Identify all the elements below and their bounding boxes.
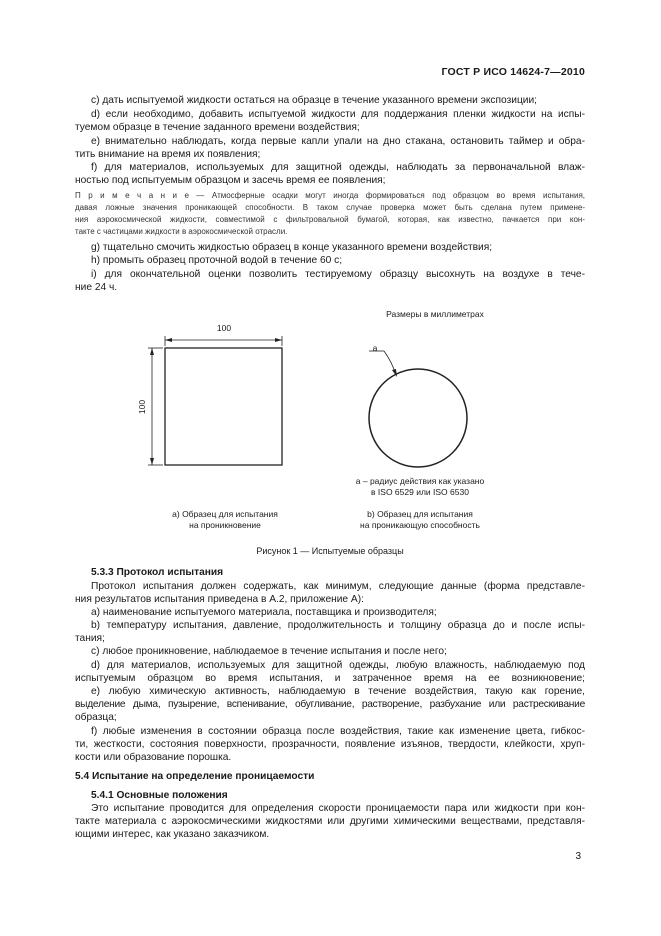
note-line: П р и м е ч а н и е — Атмосферные осадки могут иногда формироваться под образцом во время испытания,: [75, 191, 585, 200]
list-item-cont: туемом образце в течение заданного времени воздействия;: [75, 122, 360, 133]
caption-a-line2: на проникновение: [189, 520, 261, 530]
list-item: c) дать испытуемой жидкости остаться на образце в течение указанного времени экспозиции;: [91, 95, 537, 106]
square-specimen: [165, 348, 282, 465]
list-item: f) для материалов, используемых для защитной одежды, наблюдать за первоначальной влаж-: [91, 162, 585, 173]
paragraph-line: ния результатов испытания приведена в А.2, приложение А):: [75, 594, 364, 605]
circle-specimen: [369, 369, 467, 467]
note-line: такте с частицами жидкости в аэрокосмической отрасли.: [75, 227, 288, 236]
list-item: i) для окончательной оценки позволить тестируемому образцу высохнуть на воздухе в тече-: [91, 269, 585, 280]
circle-label: a: [372, 343, 378, 353]
paragraph-line: Это испытание проводится для определения скорости проницаемости пара или жидкости при кон-: [91, 803, 585, 814]
legend-a-line2: в ISO 6529 или ISO 6530: [371, 487, 469, 497]
height-dimension-label: 100: [137, 399, 147, 415]
list-item: a) наименование испытуемого материала, поставщика и производителя;: [91, 607, 437, 618]
list-item: b) температуру испытания, давление, продолжительность и толщину образца до и после испы-: [91, 620, 585, 631]
list-item: c) любое проникновение, наблюдаемое в течение испытания и после него;: [91, 646, 447, 657]
section-heading: 5.4 Испытание на определение проницаемости: [75, 771, 315, 782]
subsection-heading: 5.4.1 Основные положения: [91, 790, 228, 801]
caption-b-line2: на проникающую способность: [360, 520, 480, 530]
section-heading: 5.3.3 Протокол испытания: [91, 567, 224, 578]
list-item-cont: ностью под испытуемым образцом и засечь время ее появления;: [75, 175, 386, 186]
caption-a-line1: a) Образец для испытания: [172, 509, 278, 519]
dimensions-note: Размеры в миллиметрах: [386, 309, 484, 319]
paragraph-line: ющими интерес, как указано заказчиком.: [75, 829, 270, 840]
list-item: f) любые изменения в состоянии образца после воздействия, такие как изменение цвета, гибкос-: [91, 726, 585, 737]
list-item-cont: кости или образование порошка.: [75, 752, 232, 763]
note-line: давая ложные значения проникающей способности. В таком случае проверка может быть сделана путем примене-: [75, 203, 585, 212]
list-item-cont: тания;: [75, 633, 105, 644]
list-item: d) для материалов, используемых для защитной одежды, любую влажность, наблюдаемую под: [91, 660, 585, 671]
paragraph-line: Протокол испытания должен содержать, как минимум, следующие данные (форма представле-: [91, 581, 585, 592]
width-dimension-label: 100: [216, 323, 232, 333]
list-item-cont: ти, жесткости, состояния поверхности, прозрачности, появление изъянов, твердости, клейкости, хруп-: [75, 739, 585, 750]
paragraph-line: такте материала с аэрокосмическими жидкостями или другими химическими веществами, представля-: [75, 816, 585, 827]
list-item: e) внимательно наблюдать, когда первые капли упали на дно стакана, остановить таймер и обра-: [91, 136, 585, 147]
list-item-cont: образца;: [75, 712, 117, 723]
legend-a-line1: a – радиус действия как указано: [355, 476, 485, 486]
list-item-cont: выделение дыма, пузырение, вспенивание, обугливание, растворение, разбухание или растрескивание: [75, 699, 585, 710]
list-item: d) если необходимо, добавить испытуемой жидкости для поддержания пленки жидкости на испы-: [91, 109, 585, 120]
page-number: 3: [575, 851, 581, 862]
list-item-cont: ние 24 ч.: [75, 282, 118, 293]
caption-b-line1: b) Образец для испытания: [367, 509, 473, 519]
list-item-cont: испытуемым образцом во время испытания, и затраченное время на ее возникновение;: [75, 673, 585, 684]
document-id: ГОСТ Р ИСО 14624-7—2010: [441, 66, 585, 78]
list-item: h) промыть образец проточной водой в течение 60 с;: [91, 255, 343, 266]
note-line: ния аэрокосмической жидкости, совместимой с фильтровальной бумагой, которая, как известно, пачкается при кон-: [75, 215, 585, 224]
list-item: g) тщательно смочить жидкостью образец в конце указанного времени воздействия;: [91, 242, 493, 253]
list-item: e) любую химическую активность, наблюдаемую в течение воздействия, такую как горение,: [91, 686, 585, 697]
list-item-cont: тить внимание на время их появления;: [75, 149, 261, 160]
figure-title: Рисунок 1 — Испытуемые образцы: [256, 546, 404, 556]
